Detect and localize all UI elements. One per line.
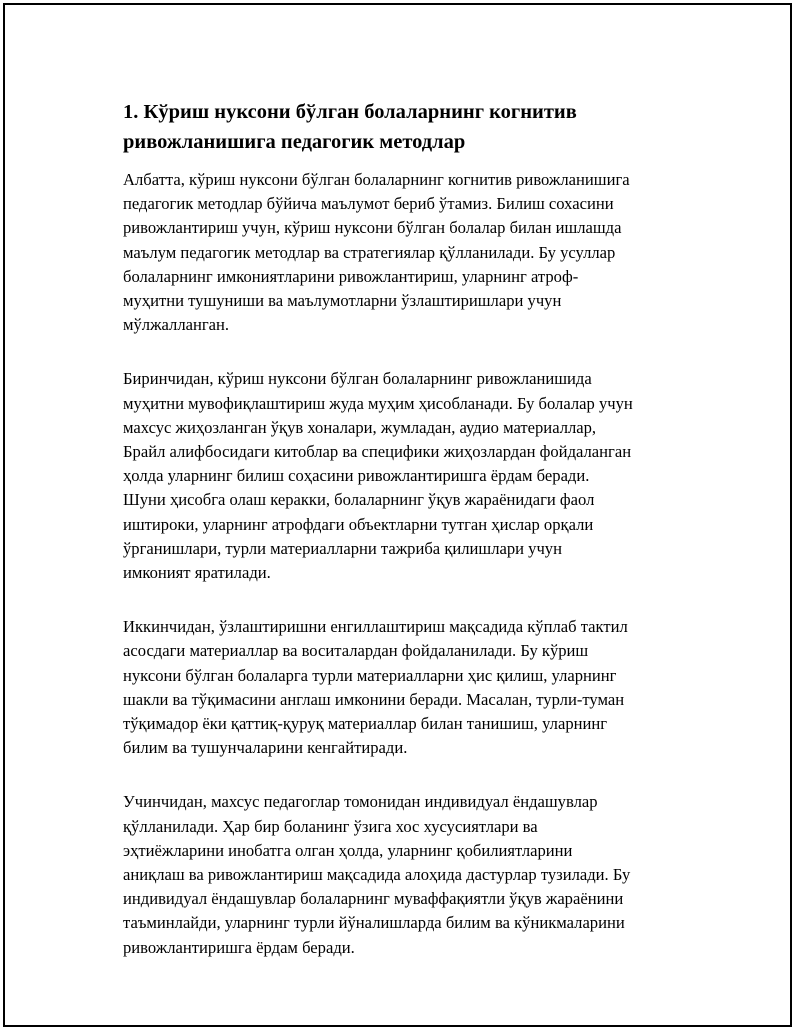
text-line: Албатта, кўриш нуксони бўлган болаларнинг когнитив ривожланишига xyxy=(123,170,630,189)
text-line: тўқимадор ёки қаттиқ-қуруқ материаллар билан танишиш, уларнинг xyxy=(123,714,608,734)
text-line: ҳолда уларнинг билиш соҳасини ривожлантиришга ёрдам беради. xyxy=(123,466,590,486)
paragraph-second xyxy=(123,615,703,760)
heading-line: 1. Кўриш нуксони бўлган болаларнинг когнитив xyxy=(123,101,577,123)
section-heading xyxy=(123,97,703,157)
text-line: болаларнинг имкониятларини ривожлантириш, уларнинг атроф- xyxy=(123,266,579,286)
paragraph-first xyxy=(123,367,703,585)
text-line: иштироки, уларнинг атрофдаги объектларни тутган ҳислар орқали xyxy=(123,514,594,534)
text-line: эҳтиёжларини инобатга олган ҳолда, уларнинг қобилиятларини xyxy=(123,840,573,860)
text-line: Шуни ҳисобга олаш керакки, болаларнинг ўқув жараёнидаги фаол xyxy=(123,490,595,510)
text-line: ривожлантиришга ёрдам беради. xyxy=(123,937,355,957)
paragraph-third xyxy=(123,790,703,959)
text-line: индивидуал ёндашувлар болаларнинг муваффақиятли ўқув жараёнини xyxy=(123,889,624,909)
text-line: билим ва тушунчаларини кенгайтиради. xyxy=(123,738,408,758)
text-line: қўлланилади. Ҳар бир боланинг ўзига хос хусусиятлари ва xyxy=(123,816,538,836)
text-line: ўрганишлари, турли материалларни тажриба қилишлари учун xyxy=(123,538,562,558)
text-line: маълум педагогик методлар ва стратегиялар қўлланилади. Бу усуллар xyxy=(123,242,616,262)
document-body xyxy=(123,97,703,960)
page-frame xyxy=(3,3,792,1027)
text-line: асосдаги материаллар ва воситалардан фойдаланилади. Бу кўриш xyxy=(123,641,589,661)
text-line: аниқлаш ва ривожлантириш мақсадида алоҳида дастурлар тузилади. Бу xyxy=(123,865,631,885)
text-line: Иккинчидан, ўзлаштиришни енгиллаштириш мақсадида кўплаб тактил xyxy=(123,617,628,637)
text-line: Учинчидан, махсус педагоглар томонидан индивидуал ёндашувлар xyxy=(123,792,598,812)
text-line: Брайл алифбосидаги китоблар ва специфики жиҳозлардан фойдаланган xyxy=(123,442,632,462)
text-line: мўлжалланган. xyxy=(123,315,230,335)
text-line: таъминлайди, уларнинг турли йўналишларда билим ва кўникмаларини xyxy=(123,913,625,933)
paragraph-intro xyxy=(123,168,703,337)
text-line: имконият яратилади. xyxy=(123,563,271,583)
text-line: ривожлантириш учун, кўриш нуксони бўлган болалар билан ишлашда xyxy=(123,218,622,238)
text-line: нуксони бўлган болаларга турли материалларни ҳис қилиш, уларнинг xyxy=(123,665,617,685)
heading-line: ривожланишига педагогик методлар xyxy=(123,131,466,153)
text-line: шакли ва тўқимасини англаш имконини беради. Масалан, турли-туман xyxy=(123,689,625,709)
text-line: махсус жиҳозланган ўқув хоналари, жумладан, аудио материаллар, xyxy=(123,417,597,437)
text-line: педагогик методлар бўйича маълумот бериб ўтамиз. Билиш сохасини xyxy=(123,194,614,214)
text-line: Биринчидан, кўриш нуксони бўлган болаларнинг ривожланишида xyxy=(123,369,592,389)
text-line: муҳитни тушуниши ва маълумотларни ўзлаштиришлари учун xyxy=(123,291,562,311)
text-line: муҳитни мувофиқлаштириш жуда муҳим ҳисобланади. Бу болалар учун xyxy=(123,393,633,413)
